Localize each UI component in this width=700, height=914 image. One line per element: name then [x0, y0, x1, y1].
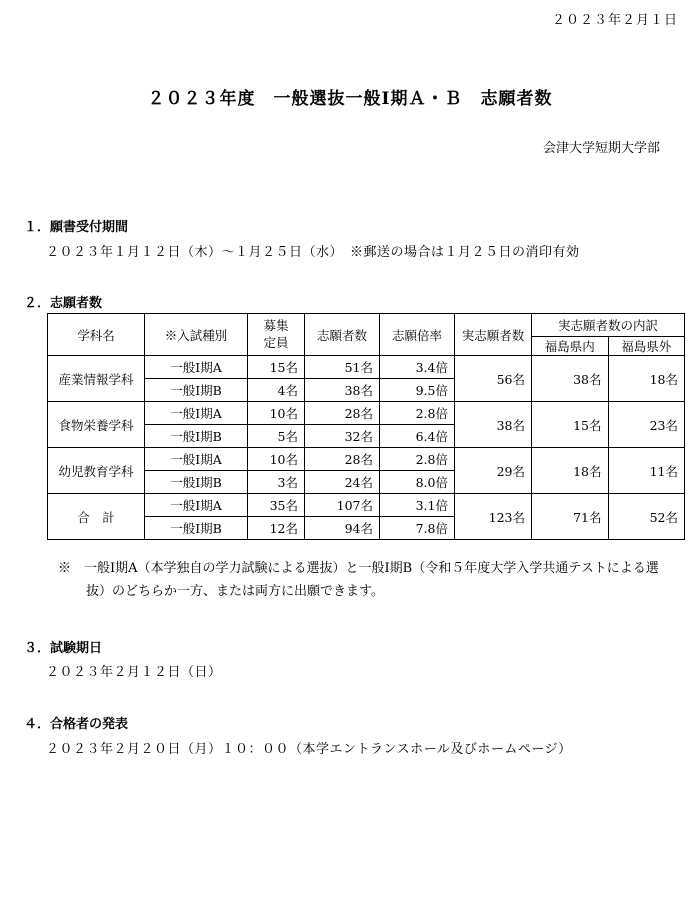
- document-title: ２０２３年度 一般選抜一般Ⅰ期Ａ・Ｂ 志願者数: [147, 89, 553, 109]
- outside-fukushima-cell: 23名: [608, 402, 685, 448]
- table-footnote-line1: ※ 一般Ⅰ期A（本学独自の学力試験による選抜）と一般Ⅰ期B（令和５年度大学入学共通テストによる選: [58, 561, 659, 576]
- exam-type: 一般Ⅰ期A: [145, 448, 248, 471]
- applicants-cell: 38名: [305, 379, 380, 402]
- ratio-cell: 2.8倍: [380, 402, 455, 425]
- quota-cell: 4名: [248, 379, 305, 402]
- exam-type: 一般Ⅰ期A: [145, 494, 248, 517]
- actual-applicants-cell: 123名: [455, 494, 532, 540]
- exam-date-text: ２０２３年２月１２日（日）: [46, 665, 222, 680]
- dept-name: 産業情報学科: [48, 356, 145, 402]
- ratio-cell: 2.8倍: [380, 448, 455, 471]
- table-footnote-line2: 抜）のどちらか一方、または両方に出願できます。: [86, 584, 384, 599]
- inside-fukushima-cell: 71名: [532, 494, 609, 540]
- header-actual-applicants: 実志願者数: [455, 314, 532, 356]
- applicants-cell: 24名: [305, 471, 380, 494]
- ratio-cell: 9.5倍: [380, 379, 455, 402]
- table-row: [48, 402, 685, 425]
- quota-cell: 5名: [248, 425, 305, 448]
- quota-cell: 12名: [248, 517, 305, 540]
- applicants-cell: 32名: [305, 425, 380, 448]
- organization-name: 会津大学短期大学部: [542, 141, 660, 156]
- section-heading-results: ４．合格者の発表: [24, 717, 129, 732]
- exam-type: 一般Ⅰ期B: [145, 471, 248, 494]
- quota-cell: 3名: [248, 471, 305, 494]
- header-breakdown: 実志願者数の内訳: [532, 314, 685, 337]
- outside-fukushima-cell: 11名: [608, 448, 685, 494]
- dept-name: 食物栄養学科: [48, 402, 145, 448]
- exam-type: 一般Ⅰ期A: [145, 402, 248, 425]
- ratio-cell: 3.1倍: [380, 494, 455, 517]
- applicants-table: [47, 313, 685, 540]
- inside-fukushima-cell: 18名: [532, 448, 609, 494]
- quota-cell: 10名: [248, 448, 305, 471]
- quota-cell: 35名: [248, 494, 305, 517]
- table-row-total: [48, 494, 685, 517]
- exam-type: 一般Ⅰ期B: [145, 379, 248, 402]
- applicants-cell: 107名: [305, 494, 380, 517]
- inside-fukushima-cell: 15名: [532, 402, 609, 448]
- applicants-cell: 28名: [305, 402, 380, 425]
- header-outside-fukushima: 福島県外: [608, 337, 685, 356]
- dept-name: 幼児教育学科: [48, 448, 145, 494]
- total-label: 合 計: [48, 494, 145, 540]
- table-row: [48, 356, 685, 379]
- actual-applicants-cell: 56名: [455, 356, 532, 402]
- ratio-cell: 6.4倍: [380, 425, 455, 448]
- header-inside-fukushima: 福島県内: [532, 337, 609, 356]
- section-heading-exam-date: ３．試験期日: [24, 641, 103, 656]
- header-quota: 募集 定員: [248, 314, 305, 356]
- exam-type: 一般Ⅰ期A: [145, 356, 248, 379]
- section-heading-applicants: ２．志願者数: [24, 296, 103, 311]
- inside-fukushima-cell: 38名: [532, 356, 609, 402]
- actual-applicants-cell: 38名: [455, 402, 532, 448]
- header-ratio: 志願倍率: [380, 314, 455, 356]
- applicants-cell: 94名: [305, 517, 380, 540]
- header-applicants: 志願者数: [305, 314, 380, 356]
- outside-fukushima-cell: 18名: [608, 356, 685, 402]
- outside-fukushima-cell: 52名: [608, 494, 685, 540]
- document-date: ２０２３年２月１日: [551, 13, 678, 28]
- exam-type: 一般Ⅰ期B: [145, 425, 248, 448]
- ratio-cell: 7.8倍: [380, 517, 455, 540]
- applicants-cell: 28名: [305, 448, 380, 471]
- header-dept: 学科名: [48, 314, 145, 356]
- quota-cell: 10名: [248, 402, 305, 425]
- applicants-cell: 51名: [305, 356, 380, 379]
- table-row: [48, 448, 685, 471]
- application-period-text: ２０２３年１月１２日（木）～１月２５日（水） ※郵送の場合は１月２５日の消印有効: [46, 245, 580, 260]
- quota-cell: 15名: [248, 356, 305, 379]
- header-exam-type: ※入試種別: [145, 314, 248, 356]
- section-heading-application-period: １．願書受付期間: [24, 220, 129, 235]
- ratio-cell: 8.0倍: [380, 471, 455, 494]
- ratio-cell: 3.4倍: [380, 356, 455, 379]
- actual-applicants-cell: 29名: [455, 448, 532, 494]
- results-announcement-text: ２０２３年２月２０日（月）１０：００（本学エントランスホール及びホームページ）: [46, 742, 572, 757]
- exam-type: 一般Ⅰ期B: [145, 517, 248, 540]
